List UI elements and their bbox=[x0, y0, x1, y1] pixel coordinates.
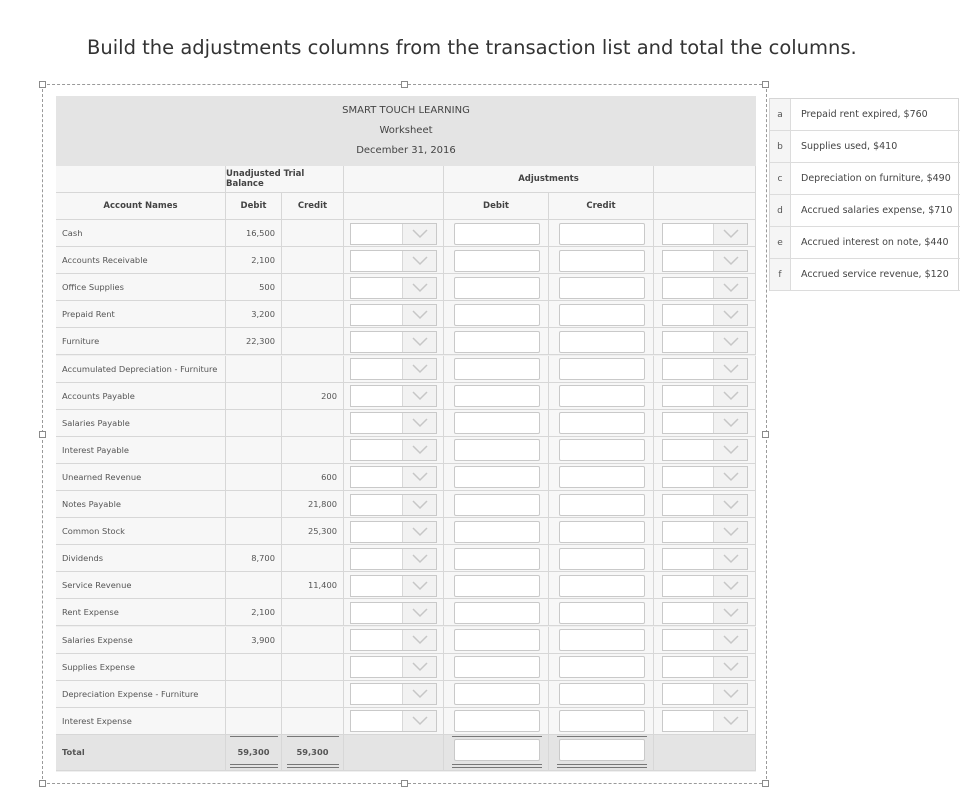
adjustment-credit-input[interactable] bbox=[559, 494, 645, 516]
transaction-text: Accrued salaries expense, $710 bbox=[801, 205, 953, 216]
account-name: Salaries Expense bbox=[56, 627, 226, 654]
account-name: Salaries Payable bbox=[56, 410, 226, 437]
adjustment-debit-input[interactable] bbox=[454, 385, 540, 407]
chevron-down-icon[interactable] bbox=[402, 576, 436, 596]
account-name: Service Revenue bbox=[56, 572, 226, 599]
chevron-down-icon[interactable] bbox=[402, 657, 436, 677]
chevron-down-icon[interactable] bbox=[402, 495, 436, 515]
unadjusted-credit-value: 600 bbox=[282, 464, 344, 491]
credit-reference-select[interactable] bbox=[662, 575, 748, 597]
debit-reference-select[interactable] bbox=[350, 521, 437, 543]
chevron-down-icon[interactable] bbox=[713, 305, 747, 325]
chevron-down-icon[interactable] bbox=[402, 684, 436, 704]
transaction-item bbox=[770, 99, 960, 131]
debit-reference-select[interactable] bbox=[350, 223, 437, 245]
total-top-rule bbox=[557, 736, 647, 737]
unadjusted-debit-value: 2,100 bbox=[226, 247, 282, 274]
unadjusted-credit-value bbox=[282, 599, 344, 626]
adjustment-debit-input[interactable] bbox=[454, 494, 540, 516]
header-cell bbox=[56, 166, 226, 193]
header-cell bbox=[654, 166, 756, 193]
unadjusted-credit-value bbox=[282, 545, 344, 572]
chevron-down-icon[interactable] bbox=[713, 359, 747, 379]
resize-handle[interactable] bbox=[39, 431, 46, 438]
adjustment-debit-input[interactable] bbox=[454, 250, 540, 272]
adjustments-debit-header: Debit bbox=[444, 193, 549, 220]
adjustment-credit-input[interactable] bbox=[559, 629, 645, 651]
worksheet-date: December 31, 2016 bbox=[356, 145, 456, 156]
unadjusted-debit-value: 16,500 bbox=[226, 220, 282, 247]
adjustment-credit-input[interactable] bbox=[559, 277, 645, 299]
chevron-down-icon[interactable] bbox=[713, 576, 747, 596]
debit-reference-select[interactable] bbox=[350, 575, 437, 597]
adjustment-credit-input[interactable] bbox=[559, 439, 645, 461]
unadjusted-debit-value: 3,900 bbox=[226, 627, 282, 654]
adjustment-debit-input[interactable] bbox=[454, 412, 540, 434]
adjustment-credit-input[interactable] bbox=[559, 602, 645, 624]
resize-handle[interactable] bbox=[762, 81, 769, 88]
chevron-down-icon[interactable] bbox=[402, 522, 436, 542]
resize-handle[interactable] bbox=[762, 431, 769, 438]
chevron-down-icon[interactable] bbox=[402, 413, 436, 433]
account-name: Accounts Receivable bbox=[56, 247, 226, 274]
adjustment-debit-input[interactable] bbox=[454, 602, 540, 624]
adjustment-credit-input[interactable] bbox=[559, 656, 645, 678]
unadjusted-debit-value bbox=[226, 464, 282, 491]
transaction-item bbox=[770, 131, 960, 163]
account-name: Rent Expense bbox=[56, 599, 226, 626]
unadjusted-credit-value bbox=[282, 627, 344, 654]
total-double-rule bbox=[557, 764, 647, 768]
adjustment-debit-input[interactable] bbox=[454, 575, 540, 597]
chevron-down-icon[interactable] bbox=[713, 224, 747, 244]
transaction-text: Supplies used, $410 bbox=[801, 141, 898, 152]
adjustment-debit-input[interactable] bbox=[454, 629, 540, 651]
unadjusted-debit-value: 3,200 bbox=[226, 301, 282, 328]
worksheet-title: Worksheet bbox=[379, 125, 433, 136]
adjustment-debit-input[interactable] bbox=[454, 439, 540, 461]
adjustments-credit-header: Credit bbox=[549, 193, 654, 220]
debit-reference-select[interactable] bbox=[350, 331, 437, 353]
transaction-item bbox=[770, 227, 960, 259]
chevron-down-icon[interactable] bbox=[713, 684, 747, 704]
credit-reference-select[interactable] bbox=[662, 494, 748, 516]
unadjusted-debit-value bbox=[226, 681, 282, 708]
adjustment-credit-input[interactable] bbox=[559, 223, 645, 245]
transaction-text: Depreciation on furniture, $490 bbox=[801, 173, 951, 184]
debit-reference-select[interactable] bbox=[350, 385, 437, 407]
credit-reference-select[interactable] bbox=[662, 466, 748, 488]
credit-reference-select[interactable] bbox=[662, 304, 748, 326]
chevron-down-icon[interactable] bbox=[402, 711, 436, 731]
debit-reference-select[interactable] bbox=[350, 710, 437, 732]
chevron-down-icon[interactable] bbox=[713, 332, 747, 352]
debit-header: Debit bbox=[226, 193, 282, 220]
account-name: Common Stock bbox=[56, 518, 226, 545]
header-cell bbox=[344, 193, 444, 220]
adjustment-credit-input[interactable] bbox=[559, 331, 645, 353]
debit-reference-select[interactable] bbox=[350, 439, 437, 461]
total-double-rule bbox=[287, 764, 339, 768]
debit-reference-select[interactable] bbox=[350, 494, 437, 516]
debit-reference-select[interactable] bbox=[350, 277, 437, 299]
debit-reference-select[interactable] bbox=[350, 602, 437, 624]
debit-reference-select[interactable] bbox=[350, 683, 437, 705]
transaction-text: Accrued service revenue, $120 bbox=[801, 269, 949, 280]
unadjusted-debit-value bbox=[226, 437, 282, 464]
chevron-down-icon[interactable] bbox=[402, 224, 436, 244]
account-names-header: Account Names bbox=[56, 193, 226, 220]
transaction-item bbox=[770, 195, 960, 227]
unadjusted-trial-balance-header: Unadjusted Trial Balance bbox=[226, 166, 344, 193]
total-label: Total bbox=[56, 735, 226, 771]
total-top-rule bbox=[230, 736, 278, 737]
adjustment-credit-input[interactable] bbox=[559, 548, 645, 570]
account-name: Dividends bbox=[56, 545, 226, 572]
total-adjustment-debit-input[interactable] bbox=[454, 739, 540, 761]
adjustment-credit-input[interactable] bbox=[559, 575, 645, 597]
adjustment-debit-input[interactable] bbox=[454, 466, 540, 488]
total-cell bbox=[654, 735, 756, 771]
chevron-down-icon[interactable] bbox=[402, 359, 436, 379]
chevron-down-icon[interactable] bbox=[402, 467, 436, 487]
chevron-down-icon[interactable] bbox=[402, 251, 436, 271]
chevron-down-icon[interactable] bbox=[713, 549, 747, 569]
account-name: Accounts Payable bbox=[56, 383, 226, 410]
credit-reference-select[interactable] bbox=[662, 602, 748, 624]
transaction-text: Accrued interest on note, $440 bbox=[801, 237, 949, 248]
chevron-down-icon[interactable] bbox=[713, 603, 747, 623]
debit-reference-select[interactable] bbox=[350, 358, 437, 380]
company-name: SMART TOUCH LEARNING bbox=[342, 105, 470, 116]
total-credit-value: 59,300 bbox=[282, 735, 344, 771]
worksheet bbox=[56, 96, 756, 772]
unadjusted-credit-value bbox=[282, 437, 344, 464]
chevron-down-icon[interactable] bbox=[713, 386, 747, 406]
unadjusted-credit-value: 200 bbox=[282, 383, 344, 410]
chevron-down-icon[interactable] bbox=[713, 467, 747, 487]
debit-reference-select[interactable] bbox=[350, 548, 437, 570]
unadjusted-debit-value bbox=[226, 383, 282, 410]
account-name: Supplies Expense bbox=[56, 654, 226, 681]
unadjusted-debit-value: 500 bbox=[226, 274, 282, 301]
credit-reference-select[interactable] bbox=[662, 358, 748, 380]
credit-reference-select[interactable] bbox=[662, 277, 748, 299]
transaction-list bbox=[769, 98, 959, 291]
credit-reference-select[interactable] bbox=[662, 331, 748, 353]
adjustment-credit-input[interactable] bbox=[559, 304, 645, 326]
unadjusted-debit-value bbox=[226, 491, 282, 518]
account-name: Office Supplies bbox=[56, 274, 226, 301]
unadjusted-debit-value: 2,100 bbox=[226, 599, 282, 626]
chevron-down-icon[interactable] bbox=[713, 495, 747, 515]
unadjusted-debit-value bbox=[226, 356, 282, 383]
adjustment-debit-input[interactable] bbox=[454, 304, 540, 326]
adjustment-debit-input[interactable] bbox=[454, 331, 540, 353]
resize-handle[interactable] bbox=[401, 81, 408, 88]
chevron-down-icon[interactable] bbox=[713, 440, 747, 460]
transaction-item bbox=[770, 259, 960, 291]
instruction-text: Build the adjustments columns from the transaction list and total the columns. bbox=[87, 36, 857, 59]
chevron-down-icon[interactable] bbox=[713, 413, 747, 433]
unadjusted-credit-value: 25,300 bbox=[282, 518, 344, 545]
header-cell bbox=[654, 193, 756, 220]
resize-handle[interactable] bbox=[39, 780, 46, 787]
transaction-letter: f bbox=[770, 259, 791, 290]
total-double-rule bbox=[230, 764, 278, 768]
chevron-down-icon[interactable] bbox=[713, 630, 747, 650]
total-adjustment-credit-input[interactable] bbox=[559, 739, 645, 761]
account-name: Furniture bbox=[56, 328, 226, 355]
unadjusted-debit-value bbox=[226, 654, 282, 681]
unadjusted-debit-value bbox=[226, 518, 282, 545]
chevron-down-icon[interactable] bbox=[402, 549, 436, 569]
total-top-rule bbox=[287, 736, 339, 737]
unadjusted-credit-value bbox=[282, 356, 344, 383]
adjustment-debit-input[interactable] bbox=[454, 223, 540, 245]
debit-reference-select[interactable] bbox=[350, 629, 437, 651]
debit-reference-select[interactable] bbox=[350, 250, 437, 272]
worksheet-title-block bbox=[56, 96, 756, 166]
credit-reference-select[interactable] bbox=[662, 521, 748, 543]
credit-reference-select[interactable] bbox=[662, 548, 748, 570]
account-name: Interest Expense bbox=[56, 708, 226, 735]
credit-reference-select[interactable] bbox=[662, 683, 748, 705]
unadjusted-debit-value: 8,700 bbox=[226, 545, 282, 572]
chevron-down-icon[interactable] bbox=[713, 657, 747, 677]
adjustment-credit-input[interactable] bbox=[559, 385, 645, 407]
total-double-rule bbox=[452, 764, 542, 768]
adjustment-credit-input[interactable] bbox=[559, 521, 645, 543]
adjustment-debit-input[interactable] bbox=[454, 548, 540, 570]
unadjusted-debit-value: 22,300 bbox=[226, 328, 282, 355]
adjustment-debit-input[interactable] bbox=[454, 358, 540, 380]
total-top-rule bbox=[452, 736, 542, 737]
account-name: Prepaid Rent bbox=[56, 301, 226, 328]
adjustment-credit-input[interactable] bbox=[559, 358, 645, 380]
unadjusted-credit-value bbox=[282, 328, 344, 355]
transaction-text: Prepaid rent expired, $760 bbox=[801, 109, 928, 120]
transaction-letter: d bbox=[770, 195, 791, 226]
account-name: Depreciation Expense - Furniture bbox=[56, 681, 226, 708]
unadjusted-credit-value bbox=[282, 274, 344, 301]
unadjusted-credit-value bbox=[282, 410, 344, 437]
total-debit-value: 59,300 bbox=[226, 735, 282, 771]
adjustment-credit-input[interactable] bbox=[559, 466, 645, 488]
adjustment-debit-input[interactable] bbox=[454, 521, 540, 543]
chevron-down-icon[interactable] bbox=[402, 386, 436, 406]
chevron-down-icon[interactable] bbox=[402, 332, 436, 352]
adjustment-credit-input[interactable] bbox=[559, 250, 645, 272]
credit-reference-select[interactable] bbox=[662, 385, 748, 407]
credit-reference-select[interactable] bbox=[662, 439, 748, 461]
adjustment-debit-input[interactable] bbox=[454, 683, 540, 705]
chevron-down-icon[interactable] bbox=[713, 711, 747, 731]
resize-handle[interactable] bbox=[39, 81, 46, 88]
adjustment-credit-input[interactable] bbox=[559, 710, 645, 732]
adjustment-debit-input[interactable] bbox=[454, 710, 540, 732]
credit-reference-select[interactable] bbox=[662, 656, 748, 678]
transaction-item bbox=[770, 163, 960, 195]
adjustment-debit-input[interactable] bbox=[454, 656, 540, 678]
resize-handle[interactable] bbox=[401, 780, 408, 787]
debit-reference-select[interactable] bbox=[350, 466, 437, 488]
credit-reference-select[interactable] bbox=[662, 710, 748, 732]
credit-reference-select[interactable] bbox=[662, 412, 748, 434]
adjustment-debit-input[interactable] bbox=[454, 277, 540, 299]
chevron-down-icon[interactable] bbox=[402, 603, 436, 623]
unadjusted-credit-value bbox=[282, 247, 344, 274]
debit-reference-select[interactable] bbox=[350, 412, 437, 434]
account-name: Accumulated Depreciation - Furniture bbox=[56, 356, 226, 383]
chevron-down-icon[interactable] bbox=[402, 630, 436, 650]
unadjusted-debit-value bbox=[226, 708, 282, 735]
chevron-down-icon[interactable] bbox=[713, 278, 747, 298]
adjustment-credit-input[interactable] bbox=[559, 683, 645, 705]
credit-reference-select[interactable] bbox=[662, 629, 748, 651]
debit-reference-select[interactable] bbox=[350, 304, 437, 326]
unadjusted-credit-value: 21,800 bbox=[282, 491, 344, 518]
adjustment-credit-input[interactable] bbox=[559, 412, 645, 434]
header-cell bbox=[344, 166, 444, 193]
chevron-down-icon[interactable] bbox=[713, 522, 747, 542]
unadjusted-debit-value bbox=[226, 410, 282, 437]
unadjusted-credit-value bbox=[282, 708, 344, 735]
account-name: Cash bbox=[56, 220, 226, 247]
resize-handle[interactable] bbox=[762, 780, 769, 787]
transaction-letter: e bbox=[770, 227, 791, 258]
credit-header: Credit bbox=[282, 193, 344, 220]
account-name: Interest Payable bbox=[56, 437, 226, 464]
credit-reference-select[interactable] bbox=[662, 223, 748, 245]
unadjusted-credit-value: 11,400 bbox=[282, 572, 344, 599]
chevron-down-icon[interactable] bbox=[402, 278, 436, 298]
unadjusted-credit-value bbox=[282, 301, 344, 328]
chevron-down-icon[interactable] bbox=[402, 305, 436, 325]
adjustments-header: Adjustments bbox=[444, 166, 654, 193]
unadjusted-credit-value bbox=[282, 220, 344, 247]
transaction-letter: c bbox=[770, 163, 791, 194]
account-name: Notes Payable bbox=[56, 491, 226, 518]
total-cell bbox=[344, 735, 444, 771]
unadjusted-credit-value bbox=[282, 654, 344, 681]
transaction-letter: a bbox=[770, 99, 791, 130]
unadjusted-debit-value bbox=[226, 572, 282, 599]
credit-reference-select[interactable] bbox=[662, 250, 748, 272]
account-name: Unearned Revenue bbox=[56, 464, 226, 491]
chevron-down-icon[interactable] bbox=[402, 440, 436, 460]
transaction-letter: b bbox=[770, 131, 791, 162]
debit-reference-select[interactable] bbox=[350, 656, 437, 678]
unadjusted-credit-value bbox=[282, 681, 344, 708]
chevron-down-icon[interactable] bbox=[713, 251, 747, 271]
